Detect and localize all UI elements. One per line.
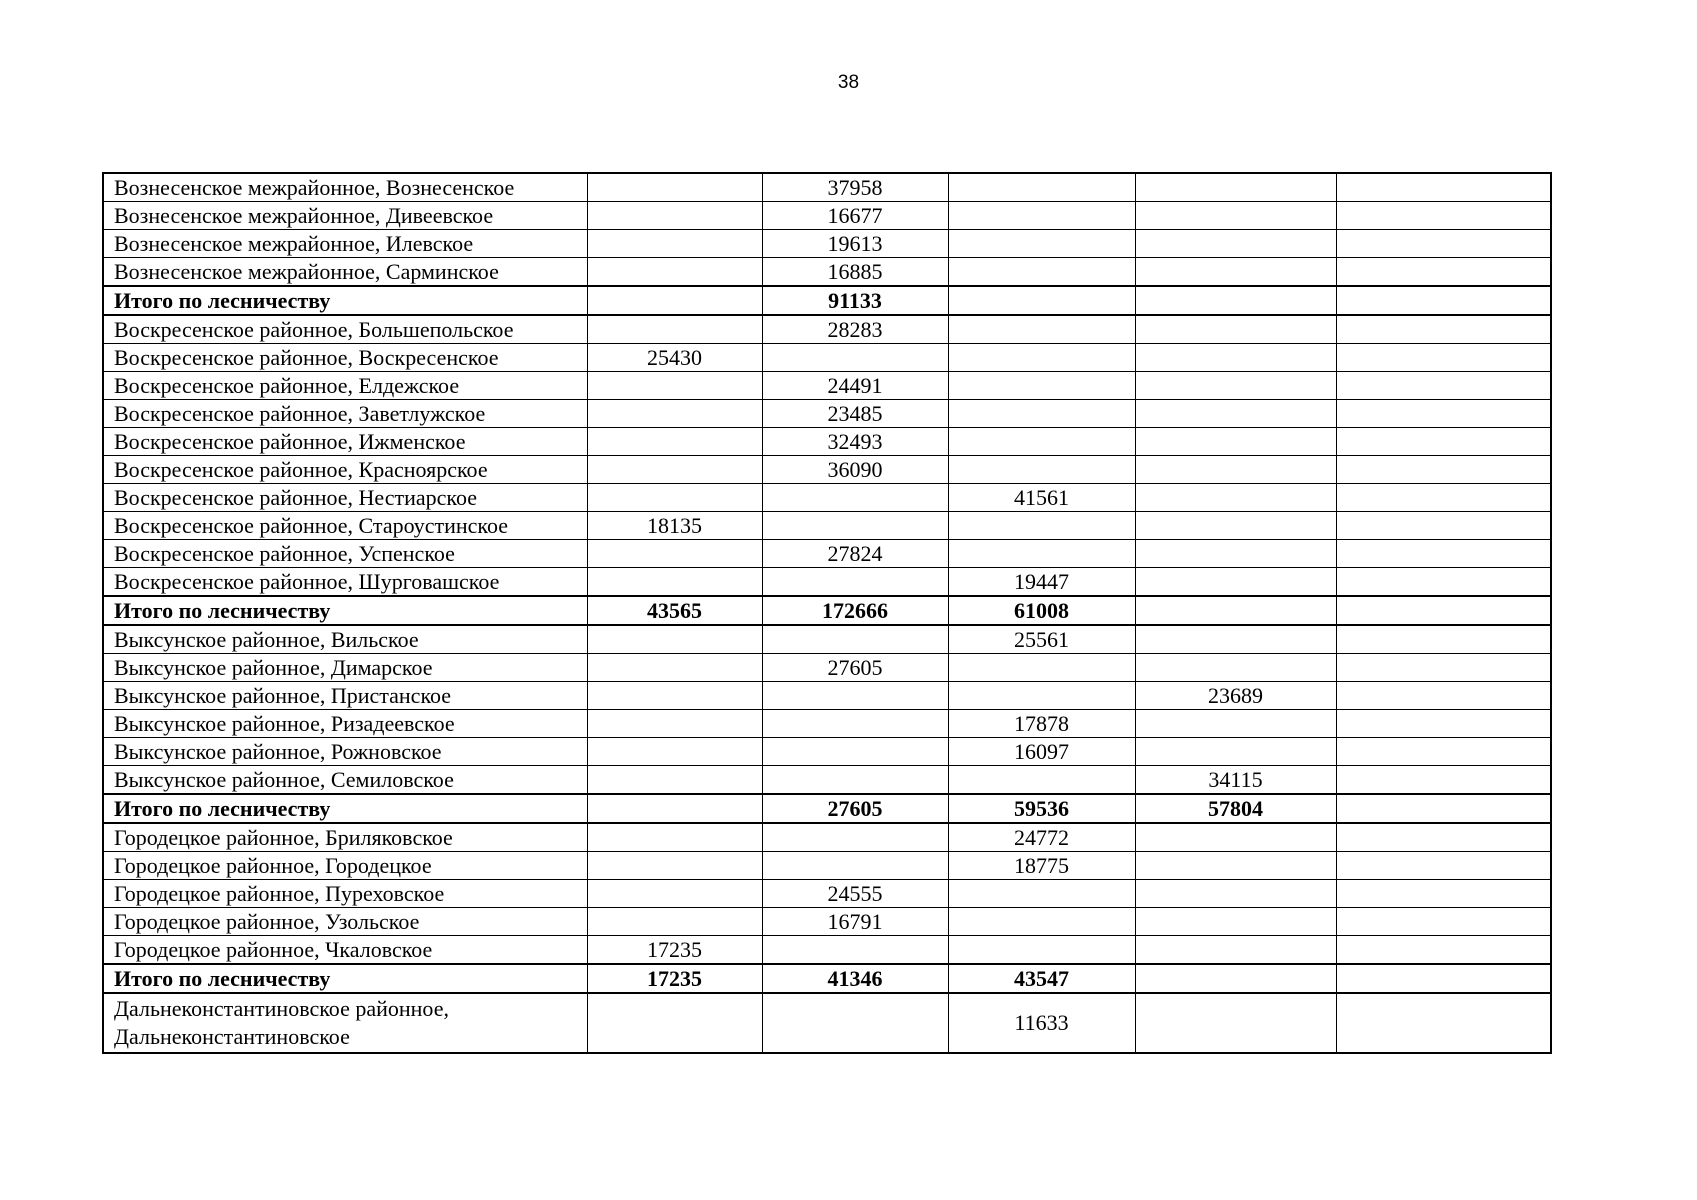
value-cell-col5 — [1336, 456, 1551, 484]
value-cell-col3: 18775 — [948, 852, 1135, 880]
value-cell-col2: 16677 — [762, 202, 948, 230]
value-cell-col1 — [587, 738, 762, 766]
value-cell-col5 — [1336, 428, 1551, 456]
value-cell-col5 — [1336, 654, 1551, 682]
value-cell-col2: 37958 — [762, 173, 948, 202]
value-cell-col4 — [1135, 540, 1336, 568]
value-cell-col4: 23689 — [1135, 682, 1336, 710]
value-cell-col3 — [948, 936, 1135, 965]
value-cell-col4 — [1135, 230, 1336, 258]
forestry-name-cell: Выксунское районное, Пристанское — [103, 682, 587, 710]
table-row — [103, 540, 1551, 568]
table-row — [103, 852, 1551, 880]
value-cell-col4: 57804 — [1135, 794, 1336, 823]
value-cell-col2 — [762, 484, 948, 512]
value-cell-col3: 11633 — [948, 993, 1135, 1053]
value-cell-col3 — [948, 766, 1135, 795]
value-cell-col5 — [1336, 993, 1551, 1053]
value-cell-col3 — [948, 344, 1135, 372]
value-cell-col3 — [948, 428, 1135, 456]
value-cell-col3: 25561 — [948, 625, 1135, 654]
value-cell-col2: 23485 — [762, 400, 948, 428]
value-cell-col3 — [948, 456, 1135, 484]
value-cell-col1: 17235 — [587, 964, 762, 993]
value-cell-col4 — [1135, 710, 1336, 738]
value-cell-col4 — [1135, 654, 1336, 682]
table-row-total — [103, 964, 1551, 993]
value-cell-col2: 28283 — [762, 315, 948, 344]
value-cell-col1 — [587, 993, 762, 1053]
value-cell-col1 — [587, 540, 762, 568]
value-cell-col2: 16791 — [762, 908, 948, 936]
value-cell-col1 — [587, 230, 762, 258]
table-row — [103, 823, 1551, 852]
value-cell-col2 — [762, 936, 948, 965]
value-cell-col5 — [1336, 372, 1551, 400]
value-cell-col1 — [587, 400, 762, 428]
value-cell-col1 — [587, 823, 762, 852]
forestry-name-cell: Выксунское районное, Семиловское — [103, 766, 587, 795]
table-row — [103, 738, 1551, 766]
value-cell-col4: 34115 — [1135, 766, 1336, 795]
table-row — [103, 484, 1551, 512]
table-row — [103, 173, 1551, 202]
value-cell-col4 — [1135, 428, 1336, 456]
value-cell-col4 — [1135, 344, 1336, 372]
table-row — [103, 258, 1551, 287]
forestry-name-cell: Воскресенское районное, Успенское — [103, 540, 587, 568]
forestry-table — [102, 172, 1552, 1054]
value-cell-col3: 61008 — [948, 596, 1135, 625]
table-row — [103, 936, 1551, 965]
forestry-name-cell: Воскресенское районное, Нестиарское — [103, 484, 587, 512]
value-cell-col2 — [762, 993, 948, 1053]
forestry-name-cell: Городецкое районное, Городецкое — [103, 852, 587, 880]
forestry-name-cell: Выксунское районное, Димарское — [103, 654, 587, 682]
value-cell-col3 — [948, 654, 1135, 682]
value-cell-col2: 172666 — [762, 596, 948, 625]
forestry-name-cell: Итого по лесничеству — [103, 286, 587, 315]
value-cell-col1: 17235 — [587, 936, 762, 965]
value-cell-col3 — [948, 372, 1135, 400]
value-cell-col5 — [1336, 738, 1551, 766]
value-cell-col1 — [587, 625, 762, 654]
value-cell-col2 — [762, 710, 948, 738]
value-cell-col2: 24555 — [762, 880, 948, 908]
value-cell-col5 — [1336, 682, 1551, 710]
table-row — [103, 344, 1551, 372]
value-cell-col4 — [1135, 880, 1336, 908]
value-cell-col4 — [1135, 286, 1336, 315]
forestry-name-cell: Итого по лесничеству — [103, 794, 587, 823]
value-cell-col4 — [1135, 596, 1336, 625]
forestry-name-cell: Воскресенское районное, Староустинское — [103, 512, 587, 540]
forestry-name-cell: Городецкое районное, Чкаловское — [103, 936, 587, 965]
value-cell-col4 — [1135, 173, 1336, 202]
value-cell-col2 — [762, 568, 948, 597]
value-cell-col1 — [587, 484, 762, 512]
value-cell-col5 — [1336, 964, 1551, 993]
value-cell-col3 — [948, 286, 1135, 315]
value-cell-col4 — [1135, 936, 1336, 965]
value-cell-col1 — [587, 315, 762, 344]
value-cell-col2: 19613 — [762, 230, 948, 258]
value-cell-col2: 27824 — [762, 540, 948, 568]
value-cell-col4 — [1135, 315, 1336, 344]
value-cell-col5 — [1336, 258, 1551, 287]
table-row — [103, 682, 1551, 710]
value-cell-col3: 59536 — [948, 794, 1135, 823]
table-row-total — [103, 596, 1551, 625]
forestry-name-cell: Итого по лесничеству — [103, 596, 587, 625]
table-row — [103, 568, 1551, 597]
value-cell-col5 — [1336, 596, 1551, 625]
value-cell-col3 — [948, 400, 1135, 428]
forestry-name-cell: Городецкое районное, Бриляковское — [103, 823, 587, 852]
value-cell-col1 — [587, 286, 762, 315]
value-cell-col2: 32493 — [762, 428, 948, 456]
forestry-name-cell: Городецкое районное, Узольское — [103, 908, 587, 936]
value-cell-col2: 41346 — [762, 964, 948, 993]
value-cell-col1 — [587, 568, 762, 597]
value-cell-col4 — [1135, 964, 1336, 993]
value-cell-col1: 25430 — [587, 344, 762, 372]
table-row-total — [103, 286, 1551, 315]
value-cell-col5 — [1336, 625, 1551, 654]
table-row-total — [103, 794, 1551, 823]
forestry-name-cell: Выксунское районное, Ризадеевское — [103, 710, 587, 738]
value-cell-col3 — [948, 258, 1135, 287]
value-cell-col5 — [1336, 400, 1551, 428]
value-cell-col1 — [587, 908, 762, 936]
value-cell-col4 — [1135, 738, 1336, 766]
value-cell-col3 — [948, 202, 1135, 230]
value-cell-col2: 91133 — [762, 286, 948, 315]
forestry-name-cell: Вознесенское межрайонное, Вознесенское — [103, 173, 587, 202]
table-row — [103, 230, 1551, 258]
value-cell-col1 — [587, 428, 762, 456]
value-cell-col3: 16097 — [948, 738, 1135, 766]
value-cell-col1 — [587, 766, 762, 795]
value-cell-col5 — [1336, 230, 1551, 258]
value-cell-col1: 18135 — [587, 512, 762, 540]
value-cell-col4 — [1135, 512, 1336, 540]
value-cell-col1 — [587, 173, 762, 202]
value-cell-col5 — [1336, 202, 1551, 230]
table-row — [103, 625, 1551, 654]
value-cell-col2: 16885 — [762, 258, 948, 287]
value-cell-col4 — [1135, 908, 1336, 936]
value-cell-col1 — [587, 710, 762, 738]
value-cell-col4 — [1135, 993, 1336, 1053]
value-cell-col3 — [948, 230, 1135, 258]
forestry-name-cell: Воскресенское районное, Красноярское — [103, 456, 587, 484]
value-cell-col3 — [948, 315, 1135, 344]
value-cell-col5 — [1336, 315, 1551, 344]
forestry-name-cell: Итого по лесничеству — [103, 964, 587, 993]
page-number: 38 — [837, 72, 860, 93]
value-cell-col4 — [1135, 852, 1336, 880]
value-cell-col1 — [587, 654, 762, 682]
value-cell-col4 — [1135, 258, 1336, 287]
table-row — [103, 400, 1551, 428]
value-cell-col4 — [1135, 400, 1336, 428]
value-cell-col3: 19447 — [948, 568, 1135, 597]
forestry-name-cell: Вознесенское межрайонное, Илевское — [103, 230, 587, 258]
forestry-name-cell: Городецкое районное, Пуреховское — [103, 880, 587, 908]
forestry-name-cell: Выксунское районное, Рожновское — [103, 738, 587, 766]
value-cell-col1: 43565 — [587, 596, 762, 625]
value-cell-col5 — [1336, 344, 1551, 372]
value-cell-col4 — [1135, 484, 1336, 512]
value-cell-col1 — [587, 682, 762, 710]
value-cell-col3 — [948, 512, 1135, 540]
value-cell-col5 — [1336, 936, 1551, 965]
value-cell-col4 — [1135, 456, 1336, 484]
value-cell-col3 — [948, 540, 1135, 568]
value-cell-col5 — [1336, 880, 1551, 908]
value-cell-col1 — [587, 880, 762, 908]
value-cell-col3 — [948, 880, 1135, 908]
table-row — [103, 766, 1551, 795]
value-cell-col5 — [1336, 823, 1551, 852]
table-row — [103, 710, 1551, 738]
value-cell-col2 — [762, 823, 948, 852]
value-cell-col5 — [1336, 484, 1551, 512]
value-cell-col5 — [1336, 908, 1551, 936]
value-cell-col4 — [1135, 568, 1336, 597]
value-cell-col2 — [762, 852, 948, 880]
value-cell-col3: 43547 — [948, 964, 1135, 993]
value-cell-col3 — [948, 682, 1135, 710]
table-row — [103, 993, 1551, 1053]
forestry-name-cell: Воскресенское районное, Елдежское — [103, 372, 587, 400]
value-cell-col2 — [762, 512, 948, 540]
value-cell-col2 — [762, 738, 948, 766]
value-cell-col2: 24491 — [762, 372, 948, 400]
value-cell-col5 — [1336, 568, 1551, 597]
value-cell-col2 — [762, 344, 948, 372]
value-cell-col4 — [1135, 823, 1336, 852]
value-cell-col4 — [1135, 202, 1336, 230]
forestry-name-cell: Вознесенское межрайонное, Дивеевское — [103, 202, 587, 230]
table-row — [103, 202, 1551, 230]
forestry-name-cell: Выксунское районное, Вильское — [103, 625, 587, 654]
value-cell-col1 — [587, 372, 762, 400]
value-cell-col3: 41561 — [948, 484, 1135, 512]
table-row — [103, 428, 1551, 456]
table-body — [103, 173, 1551, 1053]
forestry-name-cell: Воскресенское районное, Воскресенское — [103, 344, 587, 372]
value-cell-col1 — [587, 852, 762, 880]
forestry-name-cell: Воскресенское районное, Шурговашское — [103, 568, 587, 597]
value-cell-col1 — [587, 202, 762, 230]
table-row — [103, 908, 1551, 936]
value-cell-col5 — [1336, 794, 1551, 823]
value-cell-col3 — [948, 173, 1135, 202]
value-cell-col5 — [1336, 512, 1551, 540]
value-cell-col4 — [1135, 625, 1336, 654]
forestry-name-cell: Воскресенское районное, Большепольское — [103, 315, 587, 344]
forestry-name-cell: Дальнеконстантиновское районное, Дальнеконстантиновское — [103, 993, 587, 1053]
value-cell-col5 — [1336, 852, 1551, 880]
value-cell-col4 — [1135, 372, 1336, 400]
value-cell-col1 — [587, 794, 762, 823]
forestry-name-cell: Воскресенское районное, Ижменское — [103, 428, 587, 456]
forestry-name-cell: Воскресенское районное, Заветлужское — [103, 400, 587, 428]
value-cell-col1 — [587, 258, 762, 287]
value-cell-col1 — [587, 456, 762, 484]
table-row — [103, 315, 1551, 344]
table-row — [103, 512, 1551, 540]
value-cell-col5 — [1336, 286, 1551, 315]
table-row — [103, 880, 1551, 908]
value-cell-col2: 36090 — [762, 456, 948, 484]
forestry-name-cell: Вознесенское межрайонное, Сарминское — [103, 258, 587, 287]
value-cell-col3 — [948, 908, 1135, 936]
value-cell-col2 — [762, 766, 948, 795]
table-row — [103, 654, 1551, 682]
value-cell-col2 — [762, 682, 948, 710]
value-cell-col5 — [1336, 173, 1551, 202]
value-cell-col5 — [1336, 766, 1551, 795]
value-cell-col5 — [1336, 710, 1551, 738]
table-row — [103, 456, 1551, 484]
value-cell-col2: 27605 — [762, 654, 948, 682]
value-cell-col2 — [762, 625, 948, 654]
value-cell-col2: 27605 — [762, 794, 948, 823]
value-cell-col3: 17878 — [948, 710, 1135, 738]
value-cell-col3: 24772 — [948, 823, 1135, 852]
table-row — [103, 372, 1551, 400]
value-cell-col5 — [1336, 540, 1551, 568]
